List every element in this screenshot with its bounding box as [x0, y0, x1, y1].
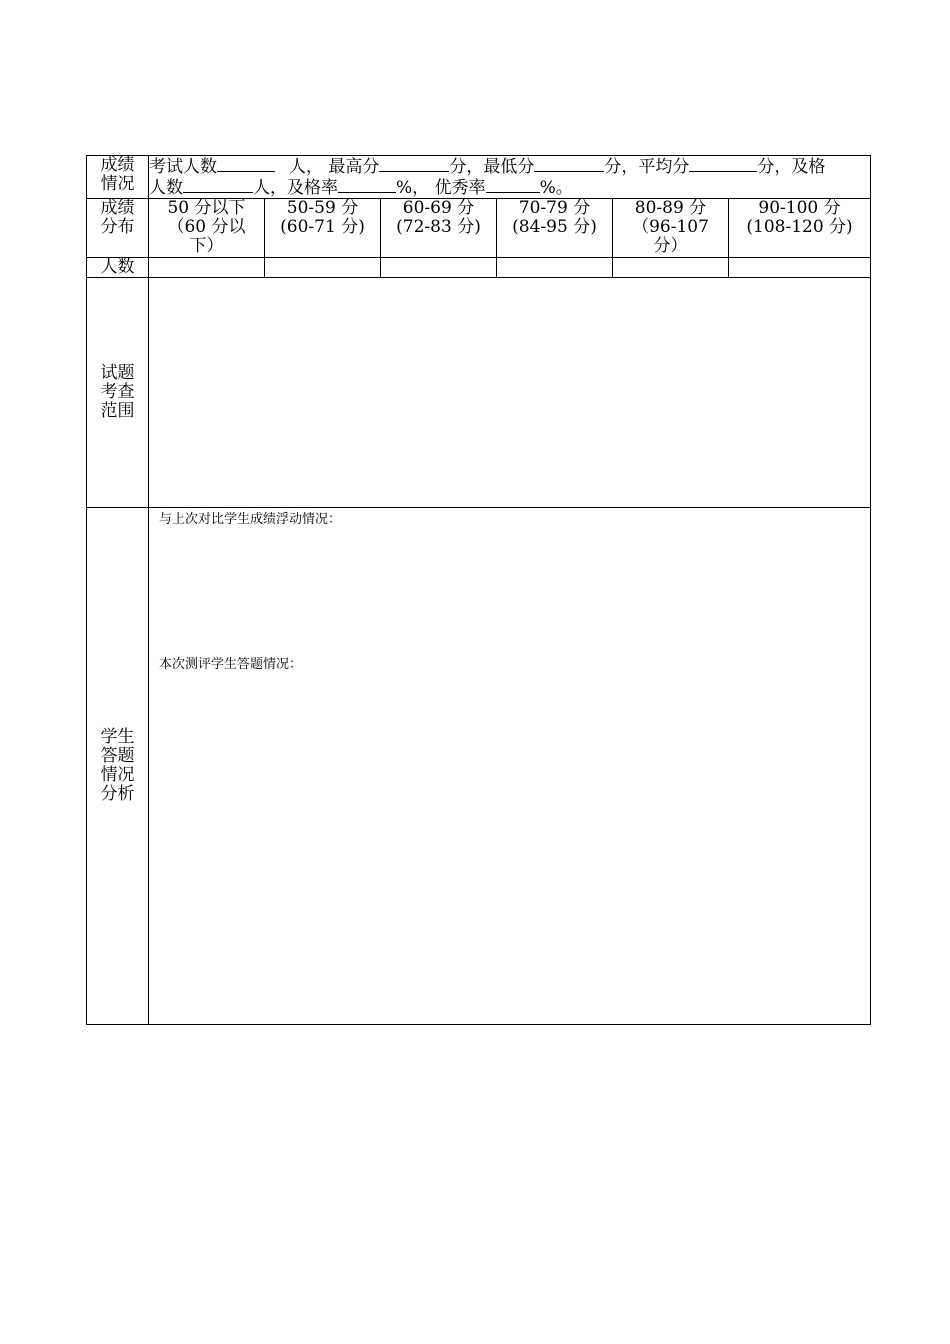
count-cell-60-69[interactable] [381, 258, 497, 278]
answer-analysis-content[interactable] [149, 508, 871, 1025]
excellent-rate-blank[interactable] [486, 177, 540, 193]
count-cell-70-79[interactable] [497, 258, 613, 278]
band-header-90-100: 90-100 分 (108-120 分) [729, 199, 871, 258]
answers-heading: 本次测评学生答题情况： [159, 657, 303, 672]
count-cell-50-59[interactable] [265, 258, 381, 278]
band-header-below-50: 50 分以下 （60 分以 下） [149, 199, 265, 258]
highest-score-blank[interactable] [379, 156, 449, 172]
count-cell-80-89[interactable] [613, 258, 729, 278]
lowest-score-blank[interactable] [534, 156, 604, 172]
band-header-70-79: 70-79 分 (84-95 分) [497, 199, 613, 258]
comparison-heading: 与上次对比学生成绩浮动情况： [159, 512, 342, 527]
student-count-row [87, 258, 871, 278]
score-analysis-table [86, 155, 871, 1025]
count-cell-below-50[interactable] [149, 258, 265, 278]
average-score-blank[interactable] [689, 156, 757, 172]
band-header-80-89: 80-89 分 （96-107 分） [613, 199, 729, 258]
exam-scope-content[interactable] [149, 278, 871, 508]
score-summary-text [149, 156, 871, 199]
answer-analysis-label: 学生 答题 情况 分析 [87, 508, 149, 1025]
score-summary-row [87, 156, 871, 199]
count-cell-90-100[interactable] [729, 258, 871, 278]
exam-count-blank[interactable] [217, 156, 275, 172]
score-distribution-label: 成绩 分布 [87, 199, 149, 258]
student-count-label: 人数 [87, 258, 149, 278]
summary-line-2: 人数 人，及格率 %， 优秀率 %。 [149, 178, 573, 198]
band-header-60-69: 60-69 分 (72-83 分) [381, 199, 497, 258]
pass-count-blank[interactable] [183, 177, 253, 193]
score-distribution-row [87, 199, 871, 258]
band-header-50-59: 50-59 分 (60-71 分) [265, 199, 381, 258]
answer-analysis-row [87, 508, 871, 1025]
pass-rate-blank[interactable] [338, 177, 396, 193]
exam-scope-row [87, 278, 871, 508]
summary-line-1: 考试人数 人， 最高分 分，最低分 分，平均分 分，及格 [149, 157, 826, 177]
score-summary-label: 成绩 情况 [87, 156, 149, 199]
exam-scope-label: 试题 考查 范围 [87, 278, 149, 508]
